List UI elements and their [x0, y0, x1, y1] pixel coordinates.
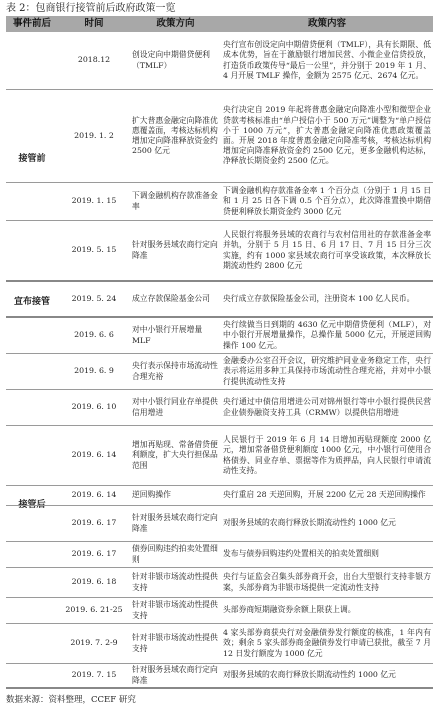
table-row — [6, 183, 433, 221]
row-content: 央行决定自 2019 年起将普惠金融定向降准小型和微型企业贷款考核标准由“单户授信小于 500 万元”调整为“单户授信小于 1000 万元”，扩大普惠金融定向降准优惠政策覆盖面。开展 2018 年度普惠金融定向降准考核，考核达标机构增加定向降准释放资金约 2500 亿元，更多金融机构达标，净释放长期资金约 2500 亿元。 — [223, 105, 431, 166]
table-row — [6, 32, 433, 90]
header-content: 政策内容 — [307, 18, 346, 29]
row-date: 2019. 5. 24 — [71, 293, 117, 303]
table-row — [6, 282, 433, 318]
table-row — [6, 318, 433, 354]
row-direction: 对中小银行同业存单提供信用增进 — [132, 397, 218, 417]
row-date: 2019. 7. 15 — [71, 670, 117, 680]
row-date: 2019. 6. 10 — [71, 402, 117, 412]
row-date: 2019. 6. 17 — [71, 518, 117, 528]
row-content: 央行与证监会召集头部券商开会，出台大型银行支持非银方案，头部券商为非银市场提供一定流动性支持 — [223, 572, 431, 592]
row-direction: 针对非银市场流动性提供支持 — [132, 600, 218, 620]
table-caption: 表 2：包商银行接管前后政府政策一览 — [6, 3, 176, 14]
row-date: 2019. 6. 17 — [71, 549, 117, 559]
row-date: 2019. 6. 9 — [74, 366, 114, 376]
stage-before: 接管前 — [18, 153, 46, 164]
row-direction: 央行表示保持市场流动性合理充裕 — [132, 361, 218, 381]
row-direction: 逆回购操作 — [132, 490, 171, 500]
row-date: 2019. 7. 2-9 — [70, 638, 118, 648]
table-header — [6, 16, 433, 32]
row-content: 发布与债券回购违约处置相关的拍卖处置细则 — [223, 549, 379, 559]
table-row — [6, 354, 433, 390]
row-date: 2019. 1. 15 — [71, 196, 117, 206]
row-direction: 扩大普惠金融定向降准优惠覆盖面，考核达标机构增加定向降准释放资金约 2500 亿元 — [132, 115, 218, 156]
row-direction: 针对服务县域农商行定向降准 — [132, 240, 218, 260]
header-date: 时间 — [84, 18, 104, 29]
row-content: 4 家头部券商获央行对金融债券发行额度的核准，1 年内有效；剩余 5 家头部券商金融债券发行申请已获批，截至 7 月 12 日发行额度为 1000 亿元 — [223, 628, 431, 658]
row-direction: 对中小银行开展增量 MLF — [132, 325, 203, 345]
row-date: 2019. 5. 15 — [71, 245, 117, 255]
stage-announce: 宣布接管 — [13, 296, 50, 307]
row-direction: 创设定向中期借贷便利（TMLF） — [132, 50, 210, 70]
row-direction: 针对服务县域农商行定向降准 — [132, 513, 218, 533]
row-direction: 债券回购违约拍卖处置细则 — [132, 544, 218, 564]
row-content: 央行通过中债信用增进公司对锦州银行等中小银行提供民营企业债券融资支持工具（CRMW）以提供信用增进 — [223, 397, 431, 417]
stage-after: 接管后 — [18, 500, 46, 510]
row-date: 2019. 6. 6 — [74, 330, 114, 340]
row-direction: 针对非银市场流动性提供支持 — [132, 633, 218, 653]
row-direction: 针对非银市场流动性提供支持 — [132, 572, 218, 592]
row-date: 2019. 6. 14 — [71, 490, 117, 500]
table-row — [6, 664, 433, 689]
table-row — [6, 598, 433, 624]
table-row — [6, 390, 433, 426]
row-content: 头部券商短期融资券余额上限获上调。 — [223, 605, 356, 615]
policy-table — [6, 16, 433, 689]
row-direction: 成立存款保险基金公司 — [132, 293, 210, 303]
row-date: 2019. 1. 2 — [74, 130, 114, 140]
row-content: 对服务县域的农商行释放长期流动性约 1000 亿元 — [223, 518, 396, 528]
row-date: 2019. 6. 21-25 — [65, 605, 123, 615]
row-content: 央行成立存款保险基金公司，注册资本 100 亿人民币。 — [223, 293, 415, 303]
table-row — [6, 90, 433, 183]
table-row — [6, 568, 433, 598]
row-content: 央行宣布创设定向中期借贷便利（TMLF），具有长期限、低成本优势，旨在于激励银行增加民营、小微企业信贷投放，打造货币政策传导“最后一公里”，并分别于 2019 年 1 月、4 月开展 TMLF 操作，金额为 2575 亿元、2674 亿元。 — [223, 40, 431, 80]
row-date: 2019. 6. 18 — [71, 577, 117, 587]
table-row — [6, 221, 433, 282]
table-row — [6, 506, 433, 542]
table-row — [6, 542, 433, 568]
table-row — [6, 426, 433, 486]
row-content: 央行续做当日到期的 4630 亿元中期借贷便利（MLF），对中小银行开展增量操作，总操作量 5000 亿元，开展逆回购操作 100 亿元。 — [223, 320, 431, 350]
table-row — [6, 624, 433, 664]
row-date: 2018.12 — [77, 55, 111, 65]
row-content: 人民银行于 2019 年 6 月 14 日增加再贴现额度 2000 亿元，增加常备借贷便利额度 1000 亿元，中小银行可使用合格债券、同业存单、票据等作为质押品，向人民银行申请流动性支持。 — [223, 435, 431, 475]
row-content: 央行重启 28 天逆回购，开展 2200 亿元 28 天逆回购操作 — [223, 490, 426, 500]
header-stage: 事件前后 — [12, 18, 51, 29]
header-direction: 政策方向 — [156, 18, 195, 29]
row-date: 2019. 6. 14 — [71, 450, 117, 460]
row-content: 对服务县域的农商行释放长期流动性约 1000 亿元 — [223, 670, 396, 680]
row-direction: 针对服务县域农商行定向降准 — [132, 665, 218, 685]
row-direction: 增加再贴现、常备借贷便利额度，扩大央行担保品范围 — [132, 440, 218, 470]
table-row — [6, 486, 433, 506]
row-direction: 下调金融机构存款准备金率 — [132, 191, 218, 211]
row-content: 人民银行将服务县域的农商行与农村信用社的存款准备金率并轨，分别于 5 月 15 日、6 月 17 日、7 月 15 日分三次实施，约有 1000 家县域农商行可享受该政策，本次释放长期流动性约 2800 亿元 — [223, 230, 431, 270]
row-content: 下调金融机构存款准备金率 1 个百分点（分别于 1 月 15 日和 1 月 25 日各下调 0.5 个百分点），此次降准置换中期借贷便利释放长期资金约 3000 亿元 — [223, 186, 431, 216]
row-content: 金融委办公室召开会议，研究维护同业业务稳定工作，央行表示将运用多种工具保持市场流动性合理充裕，并对中小银行提供流动性支持 — [223, 356, 431, 386]
data-source-note: 数据来源：资料整理，CCEF 研究 — [6, 695, 136, 705]
